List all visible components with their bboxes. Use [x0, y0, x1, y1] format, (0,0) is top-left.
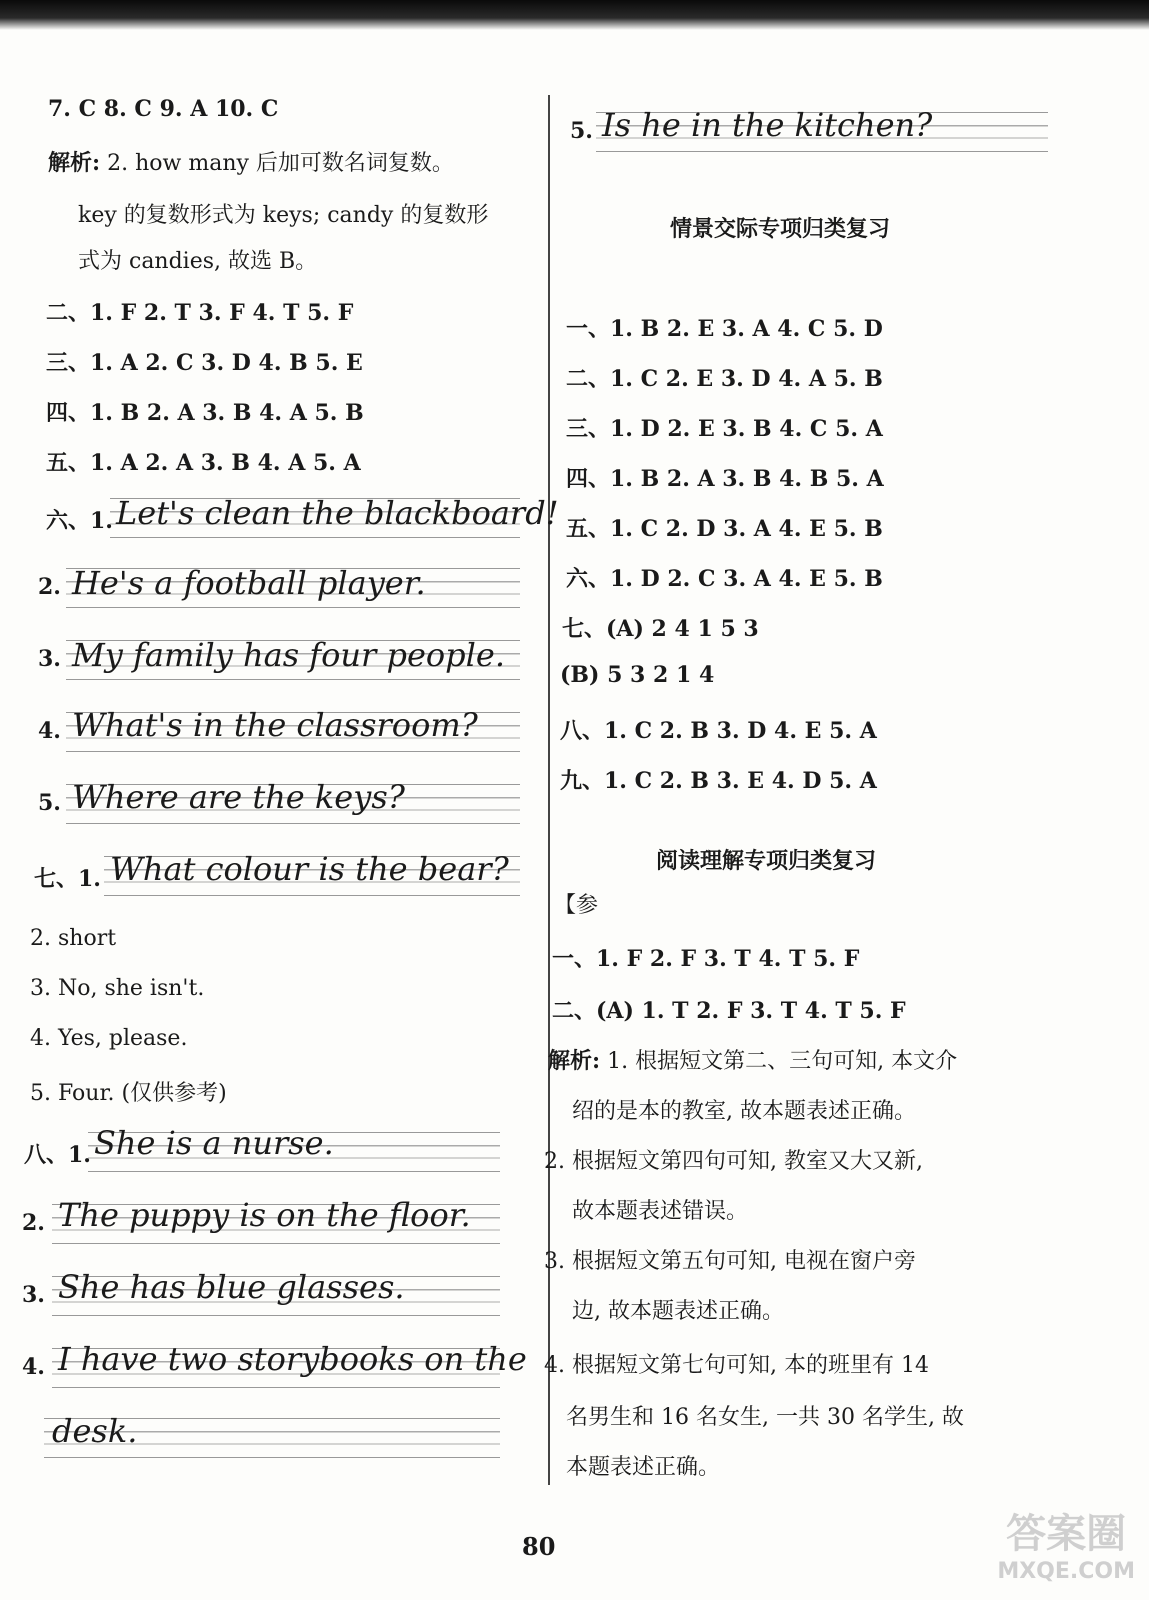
section-5-answers: 五、1. A 2. A 3. B 4. A 5. A: [46, 450, 361, 476]
answer-row: (B) 5 3 2 1 4: [560, 662, 715, 688]
section-8-prefix: 八、1.: [24, 1142, 91, 1168]
explanation-line: 3. 根据短文第五句可知, 电视在窗户旁: [544, 1249, 916, 1274]
watermark-logo: 答案圈: [1006, 1511, 1127, 1557]
handwritten-answer: Where are the keys?: [72, 778, 405, 816]
answer-row: 五、1. C 2. D 3. A 4. E 5. B: [566, 516, 883, 542]
explanation-text: 1. 根据短文第二、三句可知, 本文介: [607, 1049, 958, 1074]
answer-row: 六、1. D 2. C 3. A 4. E 5. B: [566, 566, 883, 592]
explanation-line: 边, 故本题表述正确。: [572, 1299, 784, 1324]
column-divider: [548, 95, 550, 1485]
explanation-line: 绍的是本的教室, 故本题表述正确。: [572, 1099, 916, 1124]
watermark-site: MXQE.COM: [997, 1559, 1135, 1584]
handwritten-answer: What's in the classroom?: [72, 706, 478, 744]
explanation-line: [548, 1044, 957, 1075]
item-number: 3.: [38, 646, 61, 672]
section-2-answers: 二、1. F 2. T 3. F 4. T 5. F: [46, 300, 354, 326]
answer-row: 七、(A) 2 4 1 5 3: [562, 616, 759, 642]
bracket-label: 【参: [554, 893, 599, 918]
answer-row: 二、(A) 1. T 2. F 3. T 4. T 5. F: [552, 998, 906, 1024]
answer-row: 一、1. B 2. E 3. A 4. C 5. D: [566, 316, 883, 342]
item-number: 3.: [22, 1282, 45, 1308]
explanation-text-1: 2. how many 后加可数名词复数。: [107, 151, 454, 176]
answer-row: 二、1. C 2. E 3. D 4. A 5. B: [566, 366, 883, 392]
answer-row: 八、1. C 2. B 3. D 4. E 5. A: [560, 718, 877, 744]
item-number: 5.: [38, 790, 61, 816]
section-3-answers: 三、1. A 2. C 3. D 4. B 5. E: [46, 350, 363, 376]
explanation-line: 2. 根据短文第四句可知, 教室又大又新,: [544, 1149, 923, 1174]
answer-row: 九、1. C 2. B 3. E 4. D 5. A: [560, 768, 877, 794]
section-7-answer-4: 4. Yes, please.: [30, 1026, 188, 1051]
item-number: 2.: [22, 1210, 45, 1236]
top-shadow: [0, 0, 1149, 30]
handwritten-answer: I have two storybooks on the: [58, 1340, 527, 1378]
section-7-answer-3: 3. No, she isn't.: [30, 976, 205, 1001]
watermark: [997, 1502, 1135, 1584]
handwritten-answer: desk.: [52, 1412, 138, 1450]
item-number: 4.: [38, 718, 61, 744]
item-number: 4.: [22, 1354, 45, 1380]
answer-row: 一、1. F 2. F 3. T 4. T 5. F: [552, 946, 860, 972]
handwritten-answer: Is he in the kitchen?: [602, 106, 933, 144]
explanation-line: 本题表述正确。: [566, 1455, 721, 1480]
handwritten-answer: He's a football player.: [72, 564, 426, 602]
section-heading: 情景交际专项归类复习: [670, 217, 891, 242]
explanation-line-3: 式为 candies, 故选 B。: [78, 249, 318, 274]
section-7-answer-5: 5. Four. (仅供参考): [30, 1081, 227, 1106]
handwritten-answer: She has blue glasses.: [58, 1268, 405, 1306]
explanation-line-2: key 的复数形式为 keys; candy 的复数形: [78, 203, 489, 228]
section-7-prefix: 七、1.: [34, 866, 101, 892]
section-4-answers: 四、1. B 2. A 3. B 4. A 5. B: [46, 400, 364, 426]
explanation-label: 解析:: [48, 150, 101, 176]
section-6-prefix: 六、1.: [46, 508, 113, 534]
item-number: 2.: [38, 574, 61, 600]
handwritten-answer: She is a nurse.: [94, 1124, 334, 1162]
handwritten-answer: The puppy is on the floor.: [58, 1196, 471, 1234]
handwritten-answer: My family has four people.: [72, 636, 505, 674]
answer-row: 三、1. D 2. E 3. B 4. C 5. A: [566, 416, 883, 442]
item-number: 5.: [570, 118, 593, 144]
section-7-answer-2: 2. short: [30, 926, 117, 951]
handwritten-answer: What colour is the bear?: [110, 850, 509, 888]
answer-row: 四、1. B 2. A 3. B 4. B 5. A: [566, 466, 884, 492]
explanation-line: 4. 根据短文第七句可知, 本的班里有 14: [544, 1353, 929, 1378]
explanation-line-1: [48, 146, 454, 177]
explanation-line: 故本题表述错误。: [572, 1199, 749, 1224]
explanation-label: 解析:: [548, 1048, 601, 1074]
explanation-line: 名男生和 16 名女生, 一共 30 名学生, 故: [566, 1405, 964, 1430]
section-heading: 阅读理解专项归类复习: [656, 849, 877, 874]
handwritten-answer: Let's clean the blackboard!: [116, 494, 559, 532]
answer-row-7-10: 7. C 8. C 9. A 10. C: [48, 96, 279, 122]
page-number: 80: [522, 1532, 556, 1561]
